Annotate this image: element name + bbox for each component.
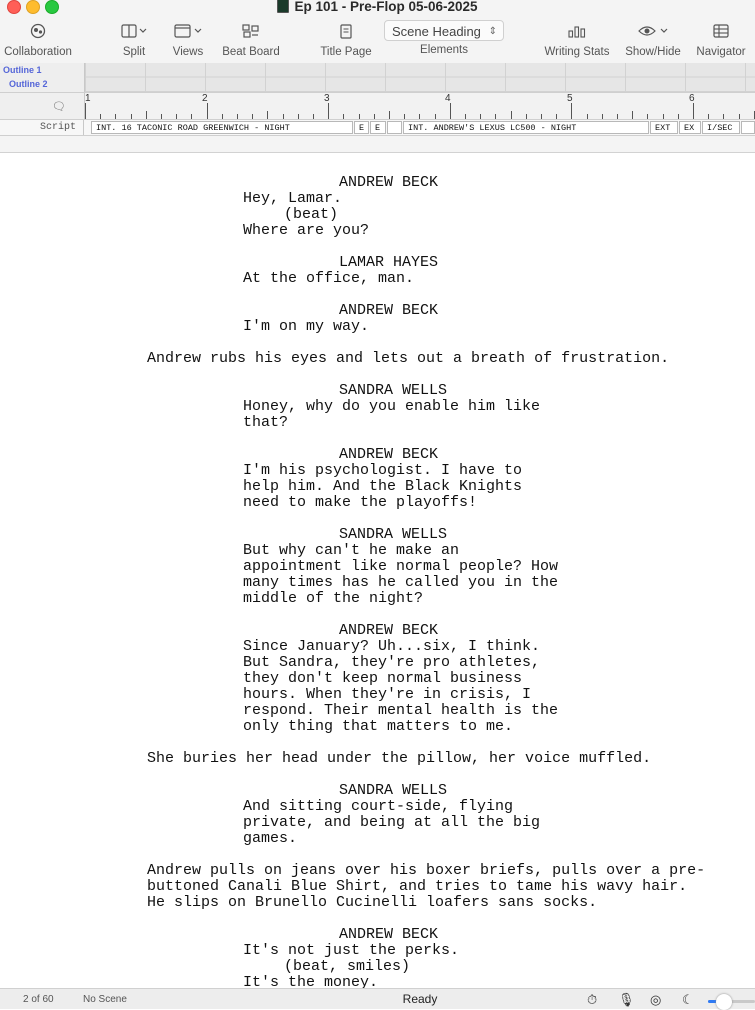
dialogue-line[interactable]: middle of the night?	[243, 590, 424, 607]
dialogue-line[interactable]: It's not just the perks.	[243, 942, 460, 959]
ruler-mark: 6	[689, 93, 695, 104]
moon-icon[interactable]: ☾	[682, 992, 694, 1007]
character-name[interactable]: SANDRA WELLS	[339, 526, 448, 543]
dialogue-line[interactable]: they don't keep normal business	[243, 670, 523, 687]
writing-stats-button[interactable]	[540, 20, 614, 58]
dialogue-line[interactable]: Since January? Uh...six, I think.	[243, 638, 541, 655]
title-page-label: Title Page	[320, 46, 372, 58]
split-icon	[112, 20, 156, 42]
scene-row-label: Script	[0, 120, 84, 135]
target-icon[interactable]: ◎	[650, 992, 662, 1007]
collaboration-icon	[0, 20, 76, 42]
outline-2-label[interactable]: Outline 2	[9, 79, 48, 89]
scene-cell[interactable]: EXT	[650, 121, 678, 134]
ruler-left	[0, 93, 85, 119]
ruler-mark: 2	[202, 93, 208, 104]
character-name[interactable]: ANDREW BECK	[339, 174, 439, 191]
action-line[interactable]: She buries her head under the pillow, her voice muffled.	[147, 750, 652, 767]
elements-label-wrap	[384, 44, 504, 56]
dialogue-line[interactable]: It's the money.	[243, 974, 379, 988]
eye-icon	[622, 20, 684, 42]
scene-cell[interactable]: I/SEC	[702, 121, 740, 134]
ruler-mark: 5	[567, 93, 573, 104]
dialogue-line[interactable]: But Sandra, they're pro athletes,	[243, 654, 541, 671]
ruler-mark: 4	[445, 93, 451, 104]
title-page-icon	[315, 20, 377, 42]
dialogue-line[interactable]: games.	[243, 830, 298, 847]
status-bar	[0, 988, 755, 1009]
character-name[interactable]: ANDREW BECK	[339, 446, 439, 463]
beat-board-icon	[218, 20, 284, 42]
dialogue-line[interactable]: respond. Their mental health is the	[243, 702, 559, 719]
timer-icon[interactable]: ⏱	[587, 992, 598, 1007]
scene-row	[0, 120, 755, 136]
collaboration-button[interactable]	[0, 20, 76, 58]
character-name[interactable]: SANDRA WELLS	[339, 782, 448, 799]
script-editor[interactable]	[0, 153, 755, 988]
dialogue-line[interactable]: But why can't he make an	[243, 542, 460, 559]
views-label: Views	[172, 46, 204, 58]
navigator-button[interactable]	[690, 20, 752, 58]
elements-select-value: Scene Heading	[392, 24, 481, 39]
scene-lower-strip	[0, 136, 755, 153]
dialogue-line[interactable]: need to make the playoffs!	[243, 494, 478, 511]
scene-status: No Scene	[83, 994, 127, 1005]
scene-cell[interactable]	[387, 121, 402, 134]
beat-board-button[interactable]	[218, 20, 284, 58]
toolbar	[0, 0, 755, 64]
scene-cell[interactable]: EX	[679, 121, 701, 134]
elements-label: Elements	[420, 44, 468, 56]
window-title-text: Ep 101 - Pre-Flop 05-06-2025	[294, 0, 478, 14]
updown-chevron-icon: ⇕	[488, 26, 497, 37]
dialogue-line[interactable]: hours. When they're in crisis, I	[243, 686, 532, 703]
action-line[interactable]: He slips on Brunello Cucinelli loafers sans socks.	[147, 894, 598, 911]
outline-area	[0, 63, 755, 93]
dialogue-line[interactable]: And sitting court-side, flying	[243, 798, 514, 815]
dialogue-line[interactable]: that?	[243, 414, 289, 431]
dialogue-line[interactable]: private, and being at all the big	[243, 814, 541, 831]
dialogue-line[interactable]: help him. And the Black Knights	[243, 478, 523, 495]
collaboration-label: Collaboration	[4, 46, 72, 58]
scene-cell[interactable]	[741, 121, 755, 134]
dialogue-line[interactable]: Honey, why do you enable him like	[243, 398, 541, 415]
beat-board-label: Beat Board	[222, 46, 280, 58]
title-page-button[interactable]	[315, 20, 377, 58]
show-hide-label: Show/Hide	[625, 46, 681, 58]
character-name[interactable]: ANDREW BECK	[339, 622, 439, 639]
parenthetical[interactable]: (beat)	[284, 206, 339, 223]
character-name[interactable]: LAMAR HAYES	[339, 254, 439, 271]
action-line[interactable]: buttoned Canali Blue Shirt, and tries to tame his wavy hair.	[147, 878, 688, 895]
dialogue-line[interactable]: I'm on my way.	[243, 318, 370, 335]
parenthetical[interactable]: (beat, smiles)	[284, 958, 411, 975]
writing-stats-label: Writing Stats	[544, 46, 610, 58]
window-title	[0, 0, 755, 14]
ruler	[0, 93, 755, 120]
views-icon	[166, 20, 210, 42]
split-button[interactable]	[112, 20, 156, 58]
navigator-label: Navigator	[696, 46, 746, 58]
navigator-icon	[690, 20, 752, 42]
dialogue-line[interactable]: Where are you?	[243, 222, 370, 239]
dialogue-line[interactable]: At the office, man.	[243, 270, 415, 287]
dialogue-line[interactable]: many times has he called you in the	[243, 574, 559, 591]
dialogue-line[interactable]: Hey, Lamar.	[243, 190, 343, 207]
document-icon	[277, 0, 289, 13]
ready-status: Ready	[402, 992, 438, 1006]
action-line[interactable]: Andrew pulls on jeans over his boxer briefs, pulls over a pre-	[147, 862, 706, 879]
zoom-slider[interactable]	[708, 1000, 755, 1003]
page-count: 2 of 60	[23, 994, 54, 1005]
elements-select[interactable]	[384, 20, 504, 41]
outline-labels	[0, 63, 85, 92]
scene-cell[interactable]: INT. 16 TACONIC ROAD GREENWICH - NIGHT	[91, 121, 353, 134]
dialogue-line[interactable]: only thing that matters to me.	[243, 718, 514, 735]
ruler-mark: 1	[85, 93, 91, 104]
character-name[interactable]: SANDRA WELLS	[339, 382, 448, 399]
note-icon[interactable]: 🗨	[52, 101, 66, 113]
scene-cell[interactable]: E	[354, 121, 369, 134]
character-name[interactable]: ANDREW BECK	[339, 302, 439, 319]
ruler-ticks	[85, 103, 755, 119]
character-name[interactable]: ANDREW BECK	[339, 926, 439, 943]
outline-1-label[interactable]: Outline 1	[3, 65, 42, 75]
show-hide-button[interactable]	[622, 20, 684, 58]
scene-cell[interactable]: E	[370, 121, 386, 134]
ruler-mark: 3	[324, 93, 330, 104]
views-button[interactable]	[166, 20, 210, 58]
bar-chart-icon	[540, 20, 614, 42]
dialogue-line[interactable]: I'm his psychologist. I have to	[243, 462, 523, 479]
microphone-icon[interactable]: 🎙	[618, 992, 635, 1007]
split-label: Split	[122, 46, 146, 58]
scene-cell[interactable]: INT. ANDREW'S LEXUS LC500 - NIGHT	[403, 121, 649, 134]
dialogue-line[interactable]: appointment like normal people? How	[243, 558, 559, 575]
action-line[interactable]: Andrew rubs his eyes and lets out a breath of frustration.	[147, 350, 670, 367]
outline-grid[interactable]	[85, 63, 755, 92]
